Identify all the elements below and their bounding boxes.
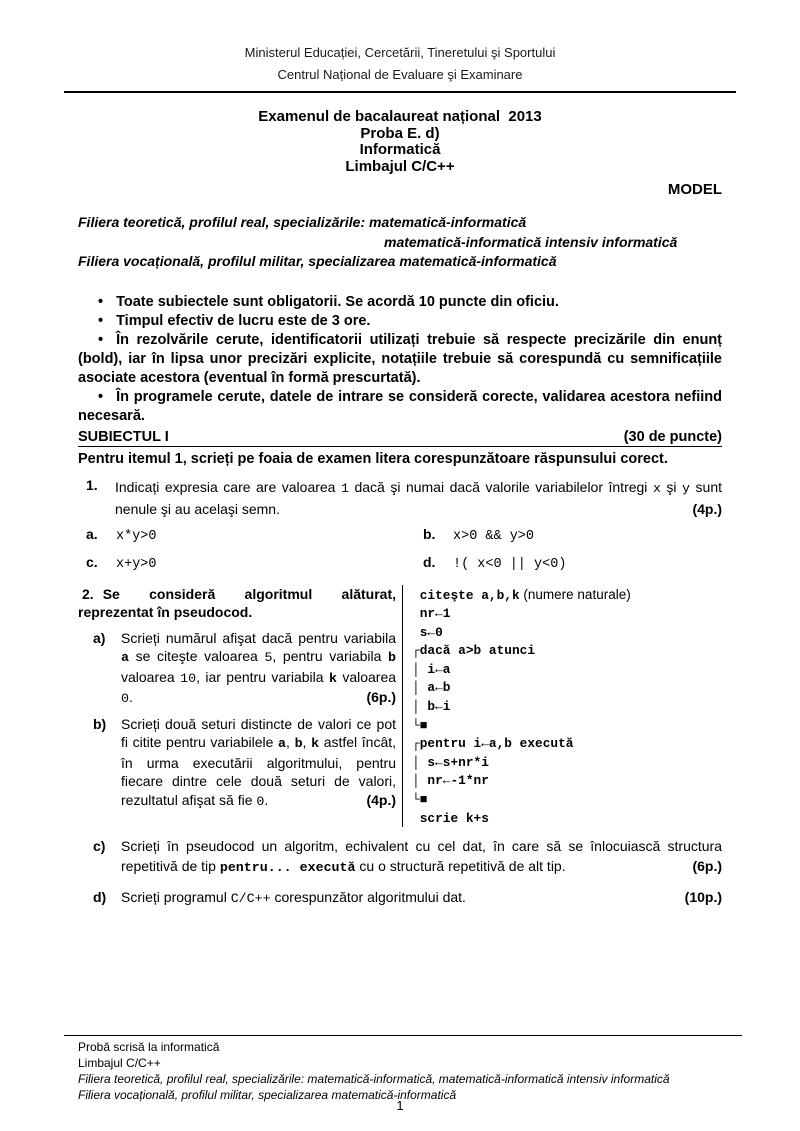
rule-text: Timpul efectiv de lucru este de 3 ore. — [116, 312, 371, 329]
footer-filiera-2: Filiera vocațională, profilul militar, specializarea matematică-informatică — [78, 1088, 457, 1102]
pseudocode-line: │ i←a — [412, 661, 451, 677]
filiera-line-2: matematică-informatică intensiv informatică — [384, 233, 678, 250]
question-2-intro-text: Se consideră algoritmul alăturat, reprezentat în pseudocod. — [78, 585, 396, 620]
rule-item — [78, 331, 722, 388]
option-a-label: a. — [86, 525, 98, 542]
filiera-block — [78, 213, 722, 272]
bullet-icon: • — [98, 293, 104, 310]
question-2-number: 2. — [82, 585, 94, 602]
option-c-code: x+y>0 — [116, 556, 157, 572]
question-2a-statement: Scrieți numărul afişat dacă pentru variabila a se citeşte valoarea 5, pentru variabila b valoarea 10, iar pentru variabila k valoarea 0. — [121, 629, 397, 706]
rule-item — [78, 388, 722, 426]
question-1-options — [78, 526, 722, 572]
question-2c — [78, 836, 722, 878]
filiera-line-1: Filiera teoretică, profilul real, specializările: matematică-informatică — [78, 214, 527, 230]
rule-item — [78, 293, 722, 312]
question-2 — [78, 585, 722, 828]
pseudocode-line: │ s←s+nr*i — [412, 754, 489, 770]
question-2d-label: d) — [93, 889, 107, 906]
filiera-line-3: Filiera vocațională, profilul militar, specializarea matematică-informatică — [78, 253, 557, 269]
pseudocode-line: ┌dacă a>b atunci — [412, 643, 536, 659]
question-2c-statement: Scrieți în pseudocod un algoritm, echivalent cu cel dat, în care să se înlocuiască structura repetitivă de tip pentru... execută cu o structură repetitivă de alt tip. — [121, 838, 722, 876]
header-divider — [64, 91, 736, 93]
question-2d-points: (10p.) — [684, 889, 722, 906]
question-2c-points: (6p.) — [692, 858, 722, 875]
option-d-code: !( x<0 || y<0) — [453, 556, 567, 572]
option-c-label: c. — [86, 553, 98, 570]
question-2c-text — [121, 836, 722, 878]
question-1-text — [115, 477, 722, 520]
question-2d-statement: Scrieți programul C/C++ corespunzător algoritmului dat. — [121, 889, 466, 907]
question-2-intro — [78, 585, 396, 622]
bullet-icon: • — [98, 331, 104, 348]
question-2a-points: (6p.) — [366, 689, 396, 705]
option-c — [86, 554, 423, 572]
option-d — [423, 554, 722, 572]
question-2b — [78, 715, 396, 812]
exam-probe-line: Proba E. d) — [360, 124, 440, 142]
ministry-name: Ministerul Educației, Cercetării, Tineretului şi Sportului — [244, 45, 556, 60]
pseudocode-line: │ nr←-1*nr — [412, 773, 489, 789]
question-2-left-column — [78, 585, 402, 828]
question-2a-text — [121, 629, 396, 709]
option-a — [86, 526, 423, 544]
question-2a-label: a) — [93, 629, 106, 646]
subject-heading-row — [78, 429, 722, 447]
question-2b-label: b) — [93, 715, 107, 732]
option-b — [423, 526, 722, 544]
exam-title-line: Examenul de bacalaureat național 2013 — [258, 108, 542, 125]
subject-instruction: Pentru itemul 1, scrieți pe foaia de examen litera corespunzătoare răspunsului corect. — [78, 450, 668, 467]
pseudocode-line: │ a←b — [412, 680, 451, 696]
rule-text: În programele cerute, datele de intrare se consideră corecte, validarea acestora nefiind necesară. — [78, 388, 722, 424]
bullet-icon: • — [98, 312, 104, 329]
rule-text: Toate subiectele sunt obligatorii. Se acordă 10 puncte din oficiu. — [116, 293, 559, 310]
question-2b-points: (4p.) — [366, 791, 396, 808]
pseudocode-line: │ b←i — [412, 699, 451, 715]
rule-text: În rezolvările cerute, identificatorii utilizați trebuie să respecte precizările din enunț (bold), iar în lipsa unor precizări explicite, notațiile trebuie să corespundă cu semnificațiile asociate acestora (eventual în formă prescurtată). — [78, 331, 722, 386]
exam-title-block — [78, 109, 722, 175]
pseudocode-line: ┌pentru i←a,b execută — [412, 736, 574, 752]
pseudocode-line: └■ — [412, 717, 428, 733]
pseudocode-panel — [402, 585, 722, 828]
pseudocode-line: citeşte a,b,k (numere naturale) — [412, 586, 631, 603]
exam-language-line: Limbajul C/C++ — [345, 157, 455, 175]
question-1-statement: Indicați expresia care are valoarea 1 dacă şi numai dacă valorile variabilelor întregi x şi y sunt nenule şi au acelaşi semn. — [115, 478, 722, 517]
option-b-label: b. — [423, 525, 436, 542]
question-2a — [78, 629, 396, 709]
question-2d-text — [121, 887, 722, 909]
pseudocode-line: scrie k+s — [412, 810, 489, 826]
exam-subject-line: Informatică — [359, 141, 441, 158]
question-2d — [78, 887, 722, 909]
pseudocode-line: nr←1 — [412, 606, 451, 622]
footer-language: Limbajul C/C++ — [78, 1056, 161, 1070]
general-rules-list — [78, 293, 722, 426]
question-1-points: (4p.) — [692, 501, 722, 517]
footer-exam-type: Probă scrisă la informatică — [78, 1040, 220, 1054]
rule-item — [78, 312, 722, 331]
subject-title: SUBIECTUL I — [78, 428, 169, 445]
footer-filiera-1: Filiera teoretică, profilul real, specializările: matematică-informatică, matematică-informatică intensiv informatică — [78, 1072, 670, 1086]
model-label: MODEL — [667, 181, 722, 198]
question-2b-text — [121, 715, 396, 812]
question-2b-statement: Scrieți două seturi distincte de valori ce pot fi citite pentru variabilele a, b, k astfel încât, în urma executării algoritmului, pentru fiecare dintre cele două seturi de valori, rezultatul afişat să fie 0. — [121, 715, 397, 809]
question-1 — [78, 477, 722, 520]
page-number: 1 — [396, 1098, 404, 1113]
option-b-code: x>0 && y>0 — [453, 528, 535, 544]
pseudocode-line: └■ — [412, 792, 428, 808]
evaluation-center-name: Centrul Național de Evaluare şi Examinare — [277, 67, 523, 82]
pseudocode-line: s←0 — [412, 624, 443, 640]
option-d-label: d. — [423, 553, 436, 570]
question-2c-label: c) — [93, 838, 106, 855]
subject-points: (30 de puncte) — [623, 428, 722, 445]
page-footer — [64, 1035, 742, 1103]
document-header — [78, 42, 722, 86]
question-2-cd-rows — [78, 836, 722, 909]
option-a-code: x*y>0 — [116, 528, 157, 544]
question-1-number: 1. — [86, 476, 98, 493]
bullet-icon: • — [98, 388, 104, 405]
